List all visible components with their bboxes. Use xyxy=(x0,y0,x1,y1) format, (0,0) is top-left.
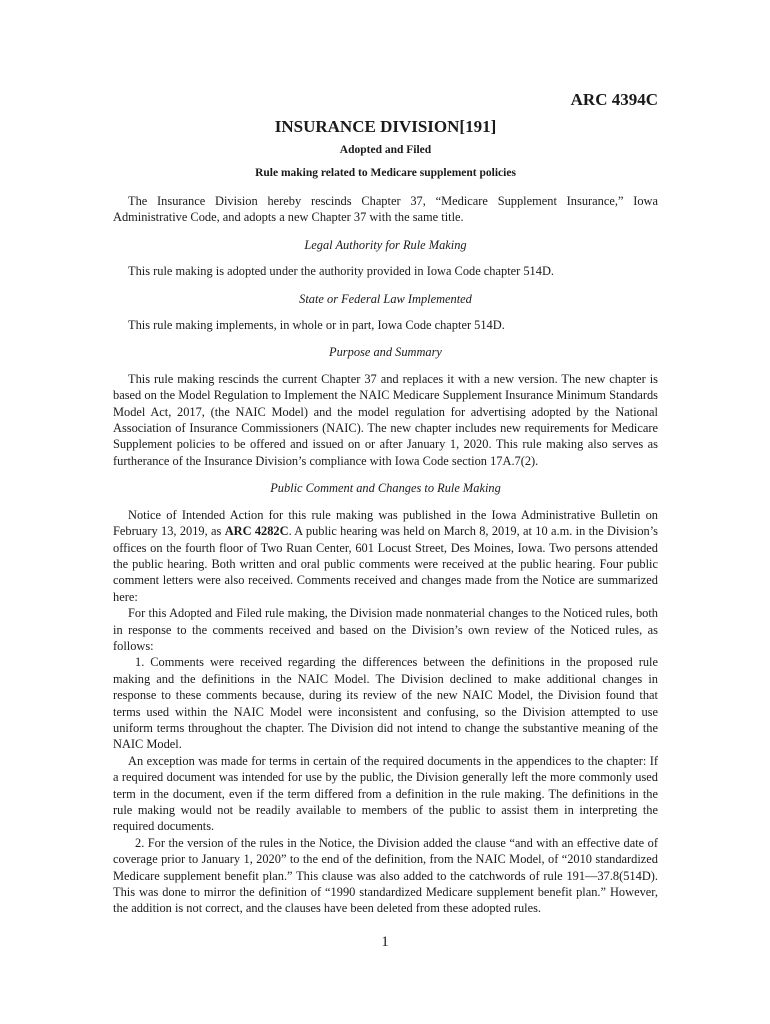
purpose-heading: Purpose and Summary xyxy=(329,345,442,360)
change-item-2: 2. For the version of the rules in the Notice, the Division added the clause “and with an effective date of coverage prior to January 1, 2020” to the end of the definition, from the NAIC Model, of “2010 standardized Medicare supplement benefit plan.” This clause was also added to the catchwords of rule 191—37.8(514D). This was done to mirror the definition of “1990 standardized Medicare supplement benefit plan.” However, the addition is not correct, and the clauses have been deleted from these adopted rules. xyxy=(113,835,658,916)
arc-reference: ARC 4282C xyxy=(224,524,289,539)
public-comment-text-start: Notice of Intended Action for this rule making was published in the Iowa Administrative Bulletin on February 13, 2019, as xyxy=(113,507,658,539)
exception-paragraph: An exception was made for terms in certain of the required documents in the appendices to the chapter: If a required document was intended for use by the public, the Division generally left the more commonly used term in the document, even if the term differed from a definition in the rule making. The definitions in the rule making would not be readily available to members of the public to assist them in interpreting the required documents. xyxy=(113,753,658,834)
change-item-1: 1. Comments were received regarding the differences between the definitions in the proposed rule making and the definitions in the NAIC Model. The Division declined to make additional changes in response to these comments because, during its review of the new NAIC Model, the Division found that terms used within the NAIC Model were inconsistent and confusing, so the Division attempted to use uniform terms throughout the chapter. The Division did not intend to change the substantive meaning of the NAIC Model. xyxy=(113,655,658,752)
law-implemented-heading: State or Federal Law Implemented xyxy=(299,291,472,306)
intro-paragraph: The Insurance Division hereby rescinds Chapter 37, “Medicare Supplement Insurance,” Iowa Administrative Code, and adopts a new Chapter 37 with the same title. xyxy=(113,194,658,225)
rule-subject: Rule making related to Medicare supplement policies xyxy=(255,167,516,179)
document-page xyxy=(113,90,658,917)
arc-number: ARC 4394C xyxy=(570,90,658,109)
legal-authority-heading: Legal Authority for Rule Making xyxy=(304,237,467,252)
public-comment-text-end: . A public hearing was held on March 8, 2019, at 10 a.m. in the Division’s offices on the fourth floor of Two Ruan Center, 601 Locust Street, Des Moines, Iowa. Two persons attended the public hearing. Both written and oral public comments were received at the public hearing. Four public comment letters were also received. Comments received and changes made from the Notice are summarized here: xyxy=(113,524,658,604)
public-comment-heading: Public Comment and Changes to Rule Making xyxy=(270,481,501,496)
law-implemented-text: This rule making implements, in whole or in part, Iowa Code chapter 514D. xyxy=(128,318,505,333)
filing-status: Adopted and Filed xyxy=(339,144,432,156)
purpose-text: This rule making rescinds the current Chapter 37 and replaces it with a new version. The new chapter is based on the Model Regulation to Implement the NAIC Medicare Supplement Insurance Minimum Standards Model Act, 2017, (the NAIC Model) and the model regulation for advertising adopted by the National Association of Insurance Commissioners (NAIC). The new chapter includes new requirements for Medicare Supplement policies to be offered and issued on or after January 1, 2020. This rule making also serves as furtherance of the Insurance Division’s compliance with Iowa Code section 17A.7(2). xyxy=(113,371,658,468)
legal-authority-text: This rule making is adopted under the authority provided in Iowa Code chapter 514D. xyxy=(128,264,554,279)
changes-intro-paragraph: For this Adopted and Filed rule making, the Division made nonmaterial changes to the Noticed rules, both in response to the comments received and based on the Division’s own review of the Noticed rules, as follows: xyxy=(113,606,658,653)
division-title: INSURANCE DIVISION[191] xyxy=(274,117,497,136)
public-comment-paragraph xyxy=(113,507,658,605)
page-number: 1 xyxy=(381,934,389,950)
